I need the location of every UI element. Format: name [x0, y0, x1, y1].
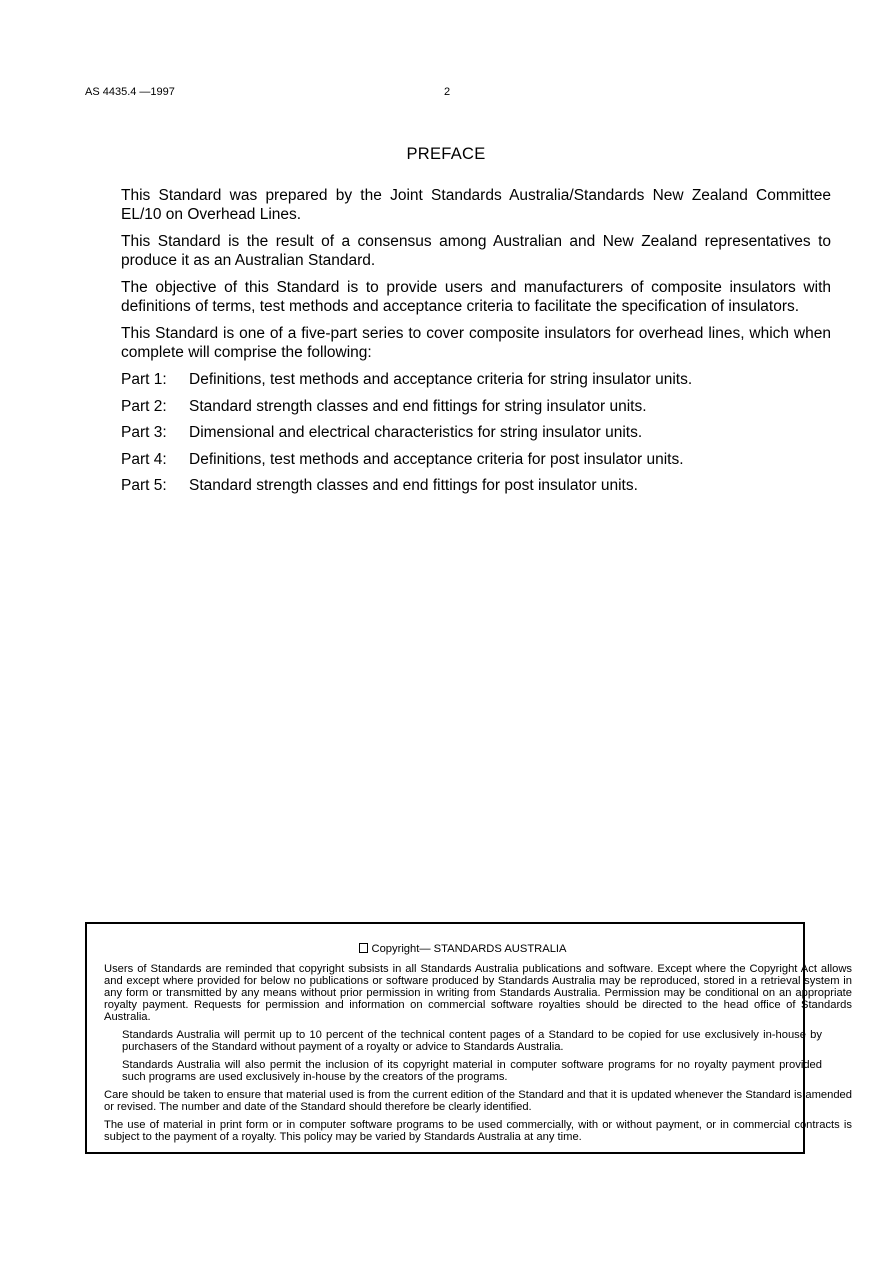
- part-label: Part 5:: [121, 477, 167, 494]
- copyright-heading: [104, 943, 852, 955]
- copyright-box: [85, 922, 852, 1154]
- part-description: Definitions, test methods and acceptance criteria for post insulator units.: [189, 450, 684, 468]
- preface-paragraph: This Standard is one of a five-part series to cover composite insulators for overhead lines, which when complete will comprise the following:: [121, 325, 831, 361]
- list-item: [121, 397, 831, 416]
- part-description: Dimensional and electrical characteristics for string insulator units.: [189, 424, 643, 441]
- copyright-commercial-note: The use of material in print form or in computer software programs to be used commercially, with or without payment, or in commercial contracts is subject to the payment of a royalty. This policy may be varied by Standards Australia at any time.: [104, 1119, 852, 1143]
- part-description: Standard strength classes and end fittings for string insulator units.: [189, 397, 647, 415]
- list-item: [121, 370, 831, 389]
- page-number: 2: [444, 86, 451, 98]
- page-header: [85, 86, 807, 102]
- copyright-intro: Users of Standards are reminded that copyright subsists in all Standards Australia publications and software. Except where the Copyright Act allows and except where provided for below no publications or software produced by Standards Australia may be reproduced, stored in a retrieval system in any form or transmitted by any means without prior permission in writing from Standards Australia. Permission may be conditional on an appropriate royalty payment. Requests for permission and information on commercial software royalties should be directed to the head office of Standards Australia.: [104, 963, 852, 1023]
- part-description: Standard strength classes and end fittings for post insulator units.: [189, 477, 638, 494]
- preface-paragraph: This Standard is the result of a consensus among Australian and New Zealand representatives to produce it as an Australian Standard.: [121, 233, 831, 269]
- parts-list: [121, 370, 831, 495]
- preface-paragraph: This Standard was prepared by the Joint Standards Australia/Standards New Zealand Committee EL/10 on Overhead Lines.: [121, 187, 831, 223]
- part-label: Part 4:: [121, 450, 167, 468]
- preface-paragraph: The objective of this Standard is to provide users and manufacturers of composite insulators with definitions of terms, test methods and acceptance criteria to facilitate the specification of insulators.: [121, 279, 831, 315]
- copyright-permission-software: Standards Australia will also permit the inclusion of its copyright material in computer software programs for no royalty payment provided such programs are used exclusively in-house by the creators of the programs.: [122, 1059, 822, 1083]
- copyright-care-note: Care should be taken to ensure that material used is from the current edition of the Standard and that it is updated whenever the Standard is amended or revised. The number and date of the Standard should therefore be clearly identified.: [104, 1089, 852, 1113]
- copyright-content: [104, 943, 852, 1149]
- part-label: Part 3:: [121, 424, 167, 441]
- list-item: [121, 423, 831, 442]
- part-label: Part 2:: [121, 397, 167, 415]
- list-item: [121, 450, 831, 469]
- copyright-permission-copying: Standards Australia will permit up to 10 percent of the technical content pages of a Standard to be copied for use exclusively in-house by purchasers of the Standard without payment of a royalty or advice to Standards Australia.: [122, 1029, 822, 1053]
- part-label: Part 1:: [121, 371, 167, 388]
- part-description: Definitions, test methods and acceptance criteria for string insulator units.: [189, 371, 693, 388]
- preface-title: PREFACE: [406, 145, 486, 163]
- copyright-symbol-icon: [359, 943, 368, 953]
- copyright-heading-text: Copyright— STANDARDS AUSTRALIA: [371, 943, 567, 955]
- preface-body: [121, 186, 831, 503]
- list-item: [121, 476, 831, 495]
- document-id: AS 4435.4 —1997: [85, 86, 175, 98]
